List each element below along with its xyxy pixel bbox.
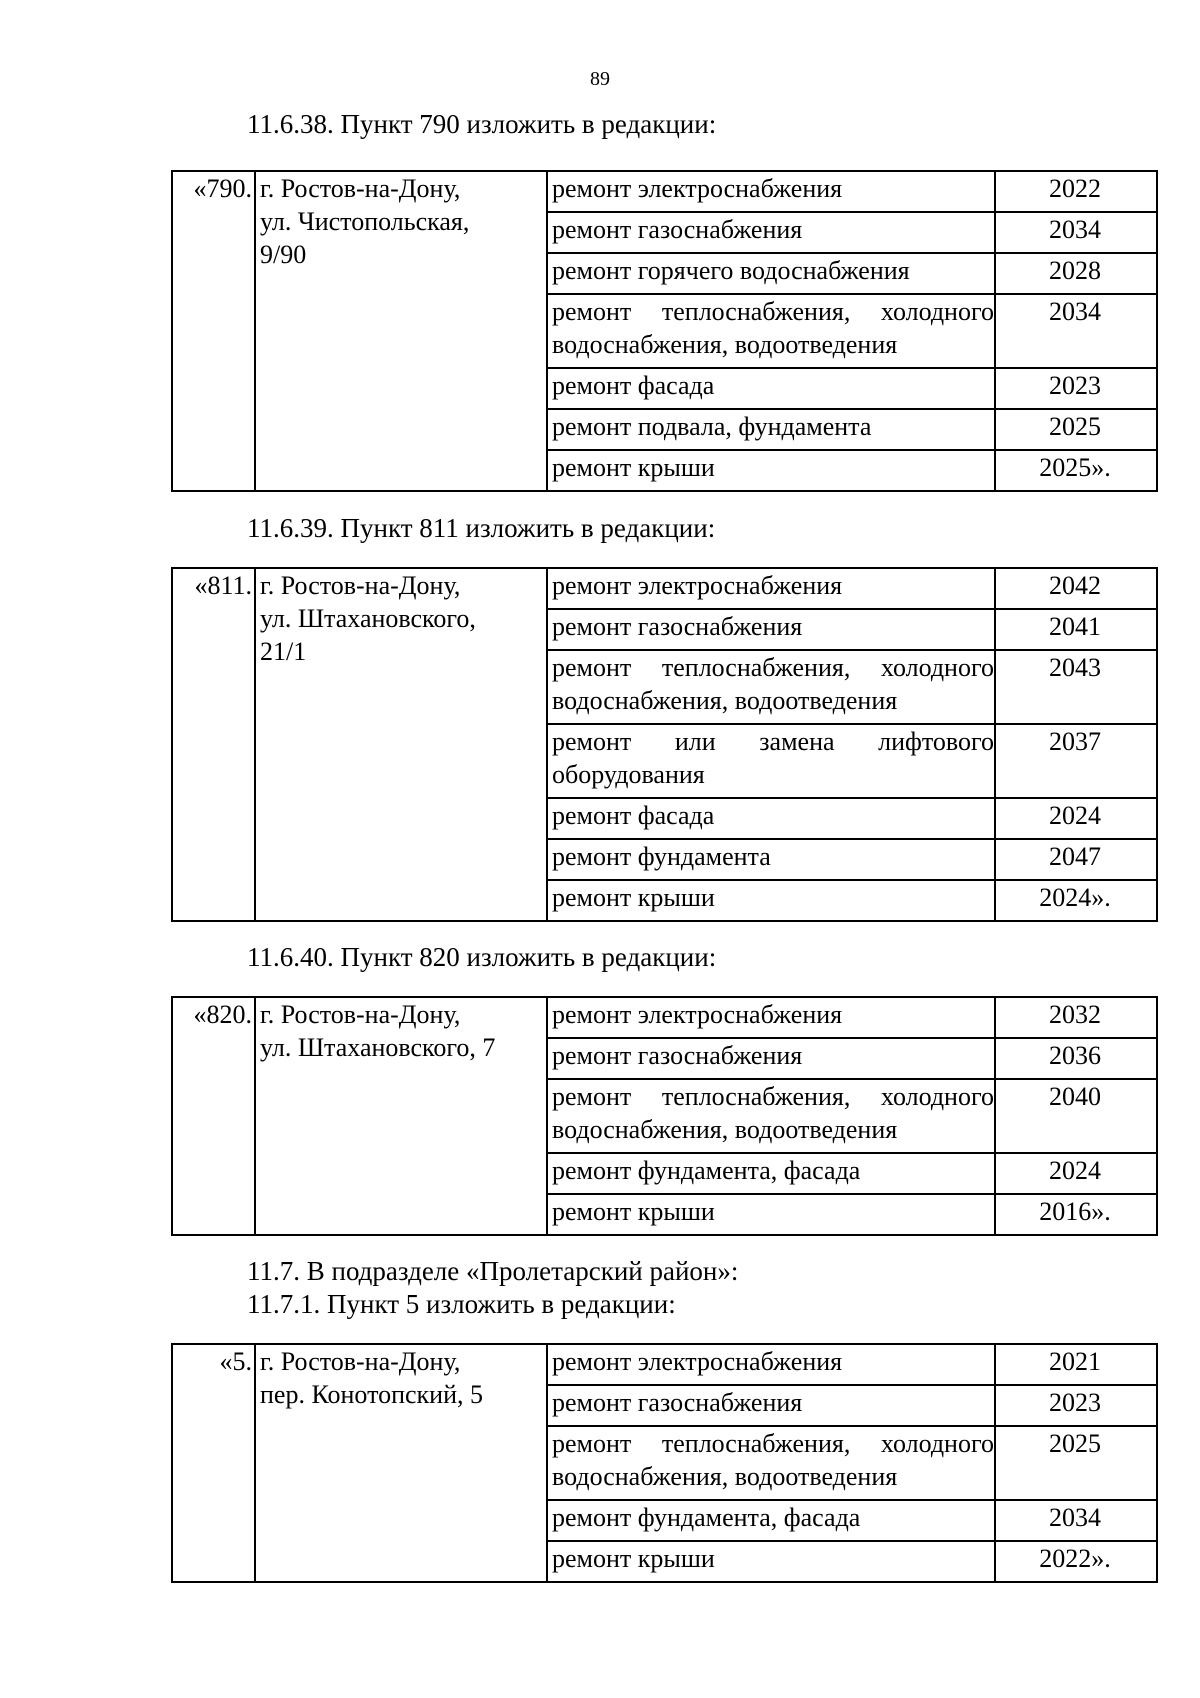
work-type: ремонт электроснабжения — [547, 171, 995, 212]
address-line: ул. Чистопольская, — [260, 207, 470, 236]
address-line: 21/1 — [260, 637, 307, 666]
work-type: ремонт подвала, фундамента — [547, 409, 995, 450]
work-type: ремонт крыши — [547, 1541, 995, 1582]
work-type: ремонт фасада — [547, 798, 995, 839]
work-year: 2034 — [995, 212, 1157, 253]
item-table — [171, 170, 1158, 492]
work-type: ремонт газоснабжения — [547, 609, 995, 650]
work-year: 2022». — [995, 1541, 1157, 1582]
item-address — [255, 1344, 547, 1582]
work-type: ремонт газоснабжения — [547, 1385, 995, 1426]
work-year: 2021 — [995, 1344, 1157, 1385]
section-heading: 11.6.40. Пункт 820 изложить в редакции: — [247, 942, 717, 972]
work-year: 2028 — [995, 253, 1157, 294]
work-type: ремонт горячего водоснабжения — [547, 253, 995, 294]
work-type: ремонт газоснабжения — [547, 212, 995, 253]
work-year: 2043 — [995, 650, 1157, 724]
item-number: «811. — [172, 568, 255, 921]
work-year: 2034 — [995, 1500, 1157, 1541]
work-type: ремонт крыши — [547, 880, 995, 921]
work-year: 2023 — [995, 368, 1157, 409]
page-number: 89 — [590, 68, 610, 90]
work-type: ремонт крыши — [547, 1194, 995, 1235]
subsection-heading: 11.7. В подразделе «Пролетарский район»: — [247, 1256, 739, 1286]
work-year: 2042 — [995, 568, 1157, 609]
item-table — [171, 996, 1158, 1236]
work-type: ремонт электроснабжения — [547, 997, 995, 1038]
work-year: 2016». — [995, 1194, 1157, 1235]
work-year: 2047 — [995, 839, 1157, 880]
work-year: 2034 — [995, 294, 1157, 368]
address-line: г. Ростов-на-Дону, — [260, 1347, 461, 1376]
work-year: 2032 — [995, 997, 1157, 1038]
work-type: ремонт или замена лифтового оборудования — [547, 724, 995, 798]
address-line: г. Ростов-на-Дону, — [260, 1000, 461, 1029]
work-type: ремонт теплоснабжения, холодного водоснабжения, водоотведения — [547, 294, 995, 368]
work-year: 2024 — [995, 1153, 1157, 1194]
work-year: 2040 — [995, 1079, 1157, 1153]
work-type: ремонт теплоснабжения, холодного водоснабжения, водоотведения — [547, 1079, 995, 1153]
work-year: 2023 — [995, 1385, 1157, 1426]
work-year: 2024». — [995, 880, 1157, 921]
address-line: 9/90 — [260, 240, 307, 269]
work-year: 2041 — [995, 609, 1157, 650]
work-year: 2037 — [995, 724, 1157, 798]
work-type: ремонт теплоснабжения, холодного водоснабжения, водоотведения — [547, 650, 995, 724]
section-heading: 11.7.1. Пункт 5 изложить в редакции: — [247, 1289, 676, 1319]
item-address — [255, 997, 547, 1235]
address-line: г. Ростов-на-Дону, — [260, 174, 461, 203]
item-table — [171, 1343, 1158, 1583]
item-address — [255, 171, 547, 491]
item-number: «820. — [172, 997, 255, 1235]
item-address — [255, 568, 547, 921]
work-year: 2025 — [995, 409, 1157, 450]
item-number: «5. — [172, 1344, 255, 1582]
address-line: ул. Штахановского, — [260, 604, 476, 633]
work-type: ремонт фундамента, фасада — [547, 1153, 995, 1194]
work-year: 2022 — [995, 171, 1157, 212]
item-number: «790. — [172, 171, 255, 491]
item-table — [171, 567, 1158, 922]
work-type: ремонт газоснабжения — [547, 1038, 995, 1079]
section-heading: 11.6.39. Пункт 811 изложить в редакции: — [247, 513, 716, 543]
work-year: 2025». — [995, 450, 1157, 491]
work-type: ремонт фундамента — [547, 839, 995, 880]
work-year: 2036 — [995, 1038, 1157, 1079]
address-line: ул. Штахановского, 7 — [260, 1033, 496, 1062]
work-type: ремонт фундамента, фасада — [547, 1500, 995, 1541]
work-type: ремонт фасада — [547, 368, 995, 409]
section-heading: 11.6.38. Пункт 790 изложить в редакции: — [247, 109, 717, 139]
work-type: ремонт теплоснабжения, холодного водоснабжения, водоотведения — [547, 1426, 995, 1500]
address-line: г. Ростов-на-Дону, — [260, 571, 461, 600]
work-type: ремонт электроснабжения — [547, 568, 995, 609]
work-year: 2025 — [995, 1426, 1157, 1500]
address-line: пер. Конотопский, 5 — [260, 1380, 484, 1409]
work-type: ремонт крыши — [547, 450, 995, 491]
work-type: ремонт электроснабжения — [547, 1344, 995, 1385]
work-year: 2024 — [995, 798, 1157, 839]
